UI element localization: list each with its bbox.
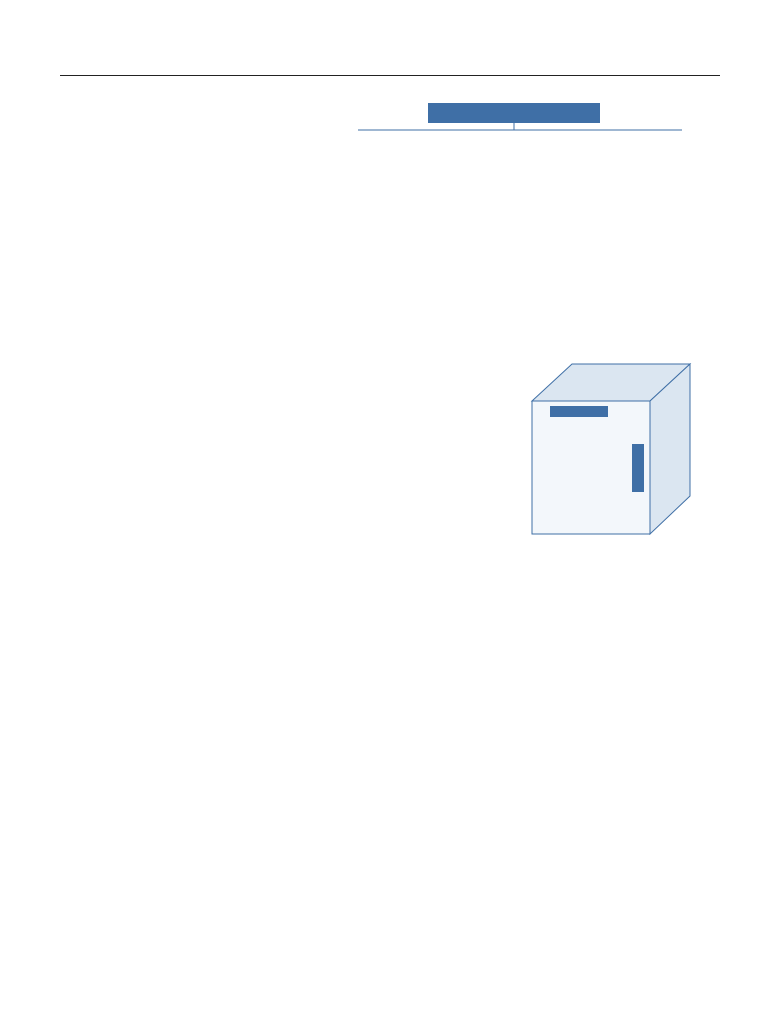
figure-2-diagram — [520, 356, 698, 541]
figure-2-caption — [513, 544, 718, 546]
fig2-front-title-box — [550, 406, 608, 417]
column-3 — [513, 620, 718, 634]
running-header — [60, 58, 720, 74]
column-1 — [60, 107, 265, 121]
figure-1-diagram — [310, 100, 720, 268]
fig1-root-box — [428, 103, 600, 123]
fig2-axis-tech-box — [632, 444, 644, 492]
header-rule — [60, 75, 720, 76]
column-2-bottom — [288, 826, 493, 834]
